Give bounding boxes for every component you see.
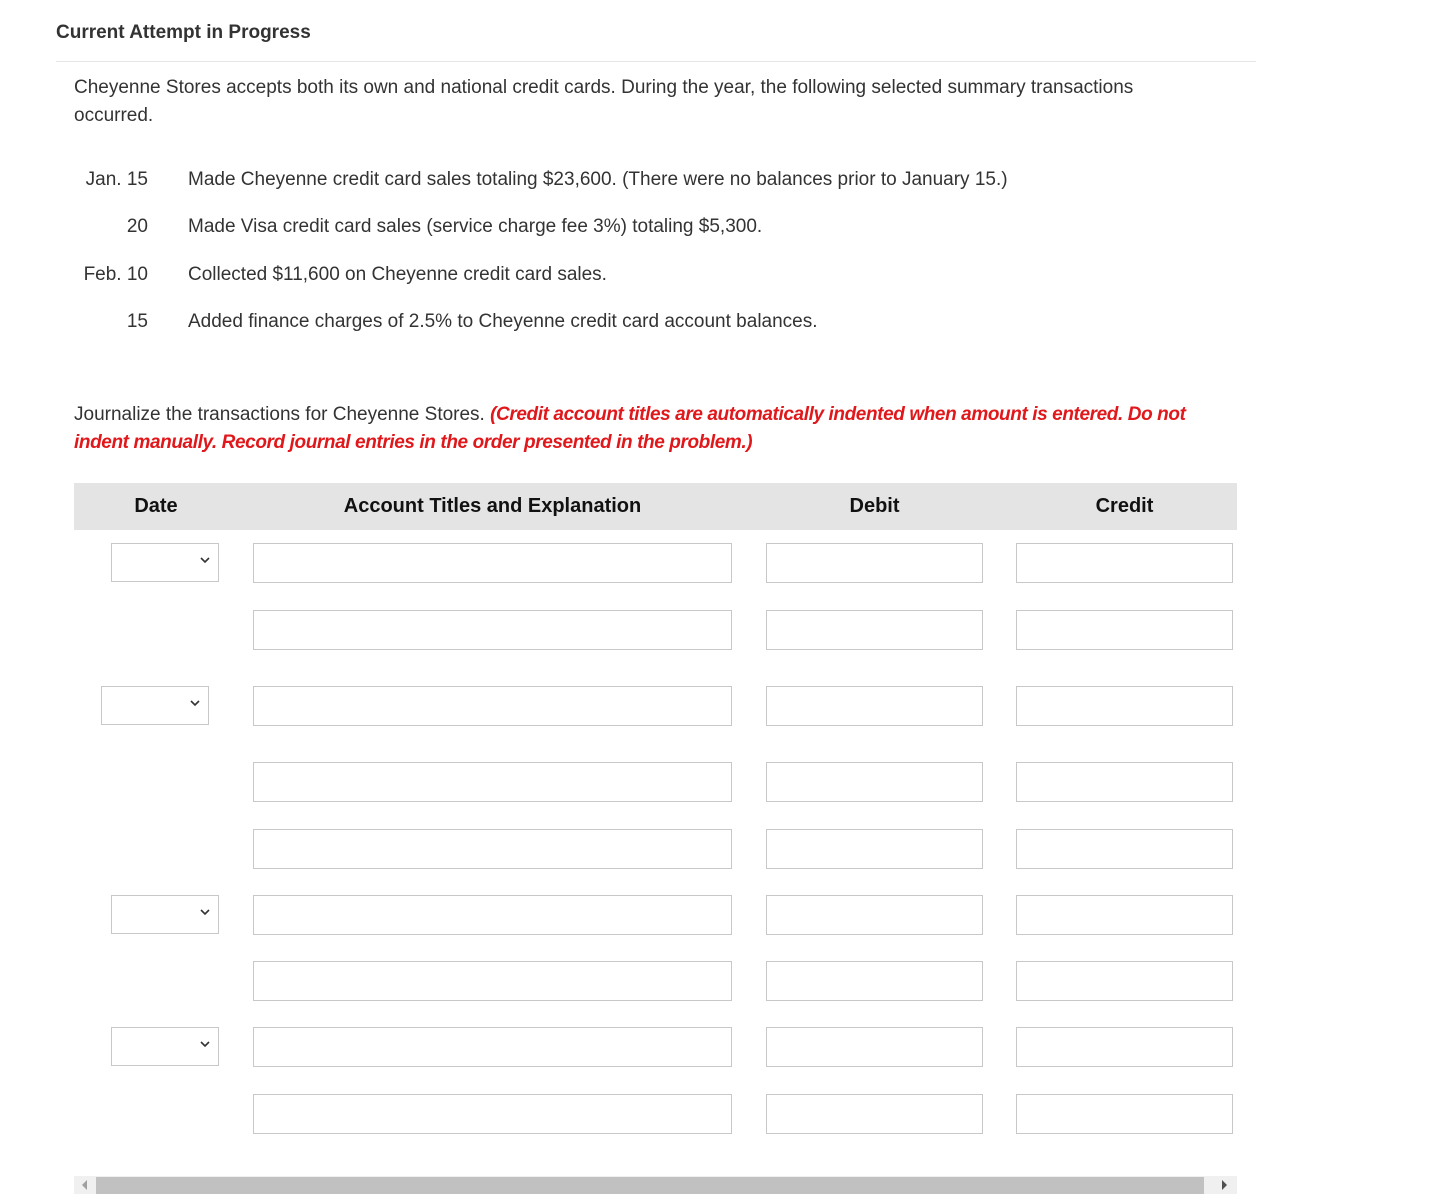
credit-input[interactable] [1016,1094,1233,1134]
account-title-input[interactable] [253,543,732,583]
credit-input[interactable] [1016,543,1233,583]
instructions-main: Journalize the transactions for Cheyenne Stores. [74,404,491,425]
account-title-input[interactable] [253,686,732,726]
transaction-text: Made Visa credit card sales (service charge fee 3%) totaling $5,300. [188,216,763,237]
attempt-header [56,0,1256,62]
date-select[interactable] [111,895,219,934]
credit-input[interactable] [1016,829,1233,869]
transaction-date: 20 [126,216,148,237]
debit-input[interactable] [766,961,983,1001]
chevron-down-icon [198,1037,212,1051]
instructions-note: (Credit account titles are automatically indented when amount is entered. Do not indent manually. Record journal entries in the order presented in the problem.) [74,404,1186,453]
scrollbar-thumb[interactable] [96,1177,1204,1194]
horizontal-scrollbar[interactable] [74,1176,1237,1194]
header-credit: Credit [1095,495,1154,517]
transaction-date: Feb. 10 [83,264,148,285]
date-select[interactable] [101,686,209,725]
account-title-input[interactable] [253,829,732,869]
credit-input[interactable] [1016,610,1233,650]
credit-input[interactable] [1016,895,1233,935]
chevron-down-icon [188,696,202,710]
credit-input[interactable] [1016,1027,1233,1067]
attempt-status-title: Current Attempt in Progress [56,22,311,43]
account-title-input[interactable] [253,1027,732,1067]
credit-input[interactable] [1016,686,1233,726]
debit-input[interactable] [766,762,983,802]
transaction-text: Collected $11,600 on Cheyenne credit card sales. [188,264,607,285]
account-title-input[interactable] [253,1094,732,1134]
debit-input[interactable] [766,543,983,583]
debit-input[interactable] [766,829,983,869]
account-title-input[interactable] [253,895,732,935]
header-date: Date [134,495,178,517]
journal-table-header [74,483,1237,530]
debit-input[interactable] [766,895,983,935]
instructions [74,401,1234,457]
debit-input[interactable] [766,1094,983,1134]
header-debit: Debit [849,495,900,517]
credit-input[interactable] [1016,961,1233,1001]
debit-input[interactable] [766,1027,983,1067]
header-account-titles: Account Titles and Explanation [343,495,642,517]
account-title-input[interactable] [253,610,732,650]
transaction-date: 15 [126,311,148,332]
chevron-down-icon [198,553,212,567]
debit-input[interactable] [766,686,983,726]
chevron-down-icon [198,905,212,919]
problem-intro: Cheyenne Stores accepts both its own and national credit cards. During the year, the following selected summary transactions occurred. [74,77,1134,126]
arrow-right-icon[interactable] [1222,1180,1227,1190]
date-select[interactable] [111,543,219,582]
arrow-left-icon[interactable] [82,1180,87,1190]
account-title-input[interactable] [253,762,732,802]
transaction-text: Made Cheyenne credit card sales totaling $23,600. (There were no balances prior to January 15.) [188,169,1008,190]
credit-input[interactable] [1016,762,1233,802]
date-select[interactable] [111,1027,219,1066]
debit-input[interactable] [766,610,983,650]
transaction-date: Jan. 15 [85,169,148,190]
transaction-text: Added finance charges of 2.5% to Cheyenne credit card account balances. [188,311,818,332]
account-title-input[interactable] [253,961,732,1001]
